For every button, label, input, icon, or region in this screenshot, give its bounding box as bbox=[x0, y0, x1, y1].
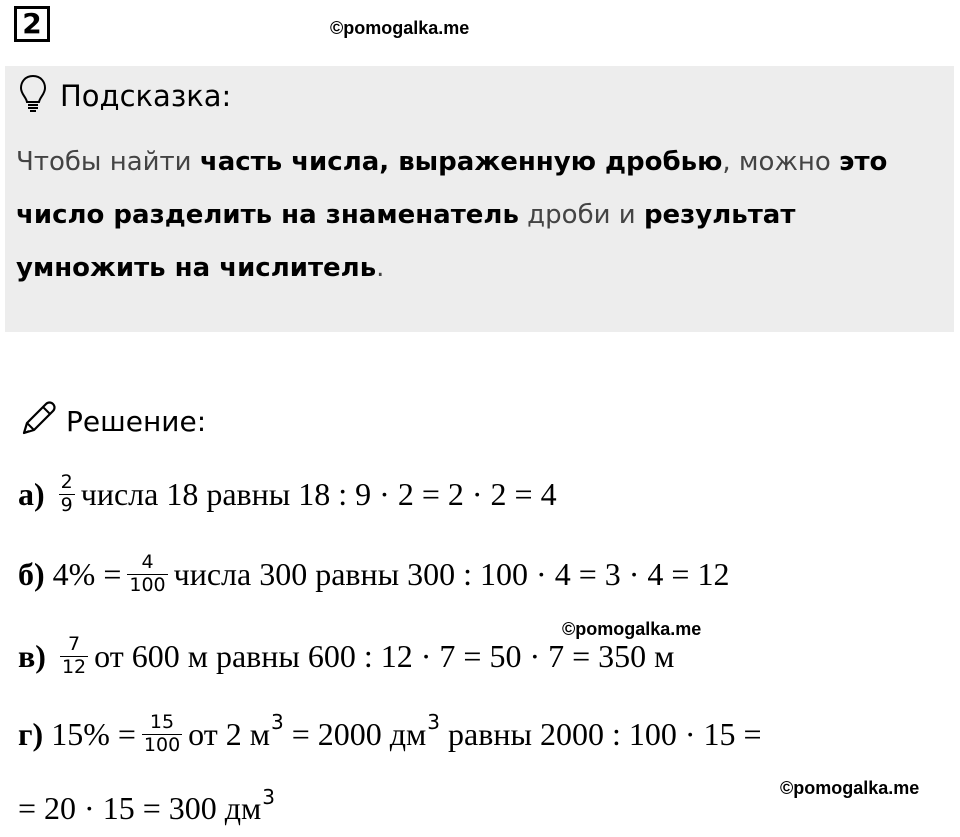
line-g2-text: = 20 · 15 = 300 дм bbox=[18, 790, 262, 826]
solution-line-g bbox=[18, 712, 762, 757]
hint-seg-4: это число разделить на знаменатель bbox=[16, 147, 888, 230]
solution-header bbox=[18, 398, 206, 444]
fraction-b bbox=[127, 552, 167, 597]
fraction-v-den: 12 bbox=[61, 655, 87, 678]
line-g-pre: 15% = bbox=[51, 715, 136, 752]
hint-seg-3: , можно bbox=[722, 147, 840, 177]
lightbulb-icon bbox=[18, 74, 48, 119]
hint-seg-1: Чтобы найти bbox=[16, 147, 200, 177]
line-g2-sup: 3 bbox=[262, 784, 276, 809]
watermark-middle: ©pomogalka.me bbox=[562, 619, 702, 639]
label-v: в) bbox=[18, 637, 46, 674]
hint-seg-6: результат умножить на числитель bbox=[16, 200, 796, 283]
line-b-text: числа 300 равны 300 : 100 · 4 = 3 · 4 = 12 bbox=[173, 555, 730, 592]
solution-line-b bbox=[18, 552, 729, 597]
hint-title: Подсказка: bbox=[60, 79, 232, 113]
fraction-g bbox=[142, 712, 182, 757]
line-g-sup-2: 3 bbox=[427, 710, 441, 735]
fraction-v bbox=[60, 634, 88, 679]
line-v-text: от 600 м равны 600 : 12 · 7 = 50 · 7 = 350 м bbox=[94, 637, 675, 674]
line-g-text-1: от 2 м bbox=[188, 715, 270, 752]
pencil-icon bbox=[18, 399, 58, 444]
line-g-text-2: = 2000 дм bbox=[283, 715, 427, 752]
hint-seg-5: дроби и bbox=[518, 200, 644, 230]
label-g: г) bbox=[18, 715, 44, 752]
fraction-g-num: 15 bbox=[149, 711, 175, 733]
line-a-text: числа 18 равны 18 : 9 · 2 = 2 · 2 = 4 bbox=[80, 475, 557, 512]
fraction-b-den: 100 bbox=[129, 573, 166, 596]
line-g-sup-1: 3 bbox=[270, 710, 284, 735]
fraction-v-num: 7 bbox=[67, 633, 81, 655]
hint-seg-7: . bbox=[376, 253, 385, 283]
line-b-pre: 4% = bbox=[52, 555, 122, 592]
line-g-text-3: равны 2000 : 100 · 15 = bbox=[440, 715, 762, 752]
fraction-a-num: 2 bbox=[60, 471, 73, 493]
solution-title: Решение: bbox=[66, 404, 207, 438]
fraction-g-den: 100 bbox=[143, 733, 181, 756]
task-number: 2 bbox=[14, 6, 50, 42]
hint-seg-2: часть числа, выраженную дробью bbox=[199, 147, 723, 177]
watermark-bottom: ©pomogalka.me bbox=[780, 778, 920, 798]
solution-line-v bbox=[18, 634, 674, 679]
fraction-a-den: 9 bbox=[60, 493, 73, 516]
solution-line-g-continued bbox=[18, 784, 276, 827]
fraction-a bbox=[59, 472, 75, 517]
hint-header bbox=[18, 74, 231, 118]
watermark-top: ©pomogalka.me bbox=[330, 18, 470, 38]
solution-line-a bbox=[18, 472, 557, 517]
label-a: а) bbox=[18, 475, 45, 512]
hint-text bbox=[16, 136, 936, 295]
fraction-b-num: 4 bbox=[141, 551, 154, 573]
label-b: б) bbox=[18, 555, 45, 592]
